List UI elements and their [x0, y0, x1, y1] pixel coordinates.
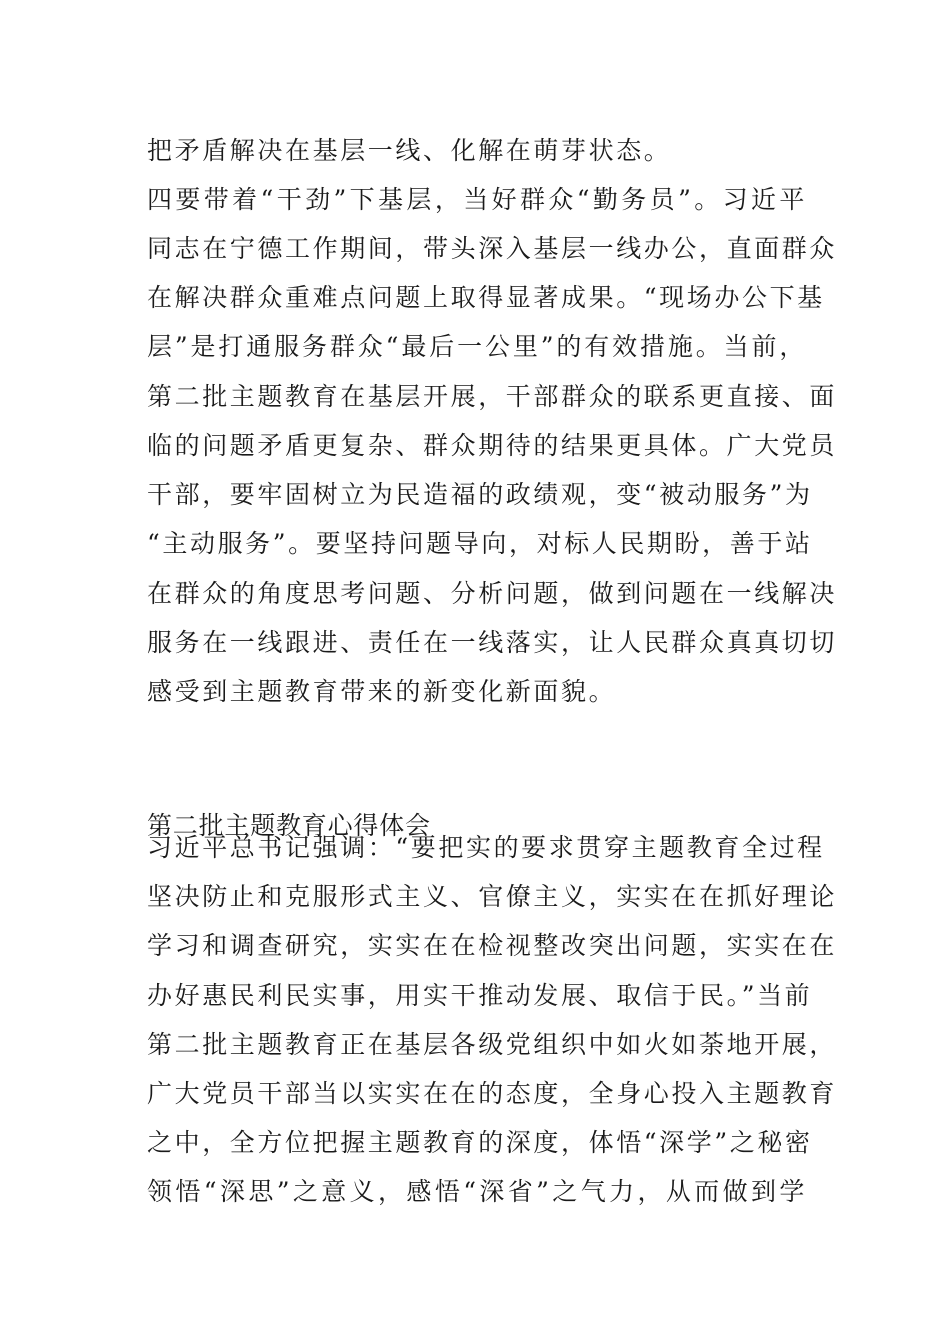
- paragraph-line: 临的问题矛盾更复杂、群众期待的结果更具体。广大党员: [147, 431, 838, 460]
- paragraph-line: 习近平总书记强调：“要把实的要求贯穿主题教育全过程: [147, 833, 825, 862]
- paragraph-line: 领悟“深思”之意义，感悟“深省”之气力，从而做到学: [147, 1177, 807, 1206]
- paragraph-line: 层”是打通服务群众“最后一公里”的有效措施。当前，: [147, 332, 807, 361]
- section-heading: 第二批主题教育心得体会: [147, 811, 431, 840]
- paragraph-line: 广大党员干部当以实实在在的态度，全身心投入主题教育: [147, 1079, 838, 1108]
- paragraph-line: 第二批主题教育在基层开展，干部群众的联系更直接、面: [147, 382, 838, 411]
- paragraph-line: 四要带着“干劲”下基层，当好群众“勤务员”。习近平: [147, 185, 807, 214]
- paragraph-line: 服务在一线跟进、责任在一线落实，让人民群众真真切切: [147, 628, 838, 657]
- paragraph-line: 在解决群众重难点问题上取得显著成果。“现场办公下基: [147, 283, 825, 312]
- paragraph-line: 干部，要牢固树立为民造福的政绩观，变“被动服务”为: [147, 480, 813, 509]
- paragraph-line: 第二批主题教育正在基层各级党组织中如火如荼地开展，: [147, 1030, 838, 1059]
- paragraph-line: 同志在宁德工作期间，带头深入基层一线办公，直面群众: [147, 234, 838, 263]
- paragraph-line: 在群众的角度思考问题、分析问题，做到问题在一线解决: [147, 579, 838, 608]
- paragraph-line: 坚决防止和克服形式主义、官僚主义，实实在在抓好理论: [147, 882, 838, 911]
- paragraph-line: 把矛盾解决在基层一线、化解在萌芽状态。: [147, 136, 672, 165]
- paragraph-line: 学习和调查研究，实实在在检视整改突出问题，实实在在: [147, 931, 838, 960]
- paragraph-line: 感受到主题教育带来的新变化新面貌。: [147, 677, 617, 706]
- paragraph-line: “主动服务”。要坚持问题导向，对标人民期盼，善于站: [147, 529, 813, 558]
- paragraph-line: 之中，全方位把握主题教育的深度，体悟“深学”之秘密: [147, 1128, 813, 1157]
- paragraph-line: 办好惠民利民实事，用实干推动发展、取信于民。”当前: [147, 981, 813, 1010]
